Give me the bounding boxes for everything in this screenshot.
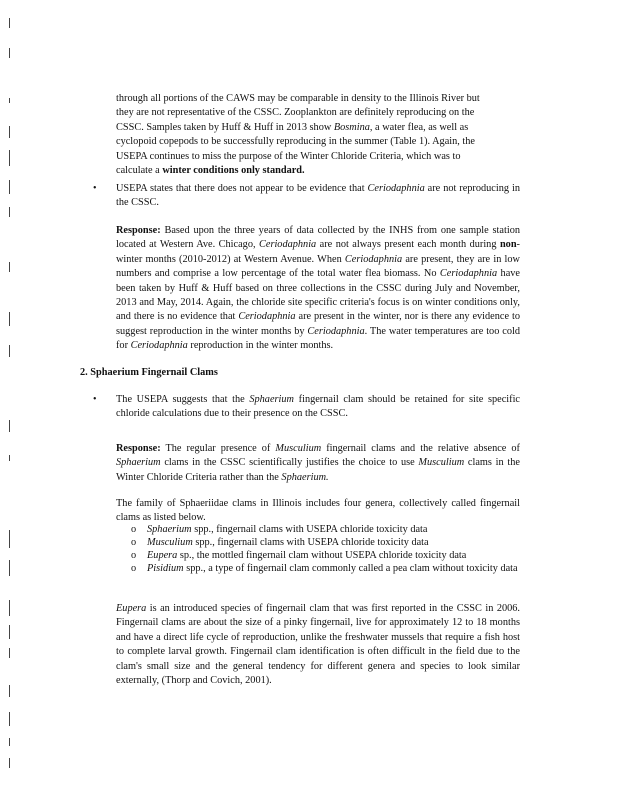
list-item: Pisidium spp., a type of fingernail clam commonly called a pea clam without toxicity data <box>147 563 518 574</box>
list-item: Eupera sp., the mottled fingernail clam without USEPA chloride toxicity data <box>147 550 467 561</box>
intro-paragraph <box>116 92 520 178</box>
list-marker: o <box>131 524 137 535</box>
bullet-marker: • <box>93 394 97 405</box>
list-marker: o <box>131 563 137 574</box>
intro-line: CSSC. Samples taken by Huff & Huff in 2013 show Bosmina, a water flea, as well as <box>116 121 469 133</box>
list-item: Sphaerium spp., fingernail clams with USEPA chloride toxicity data <box>147 524 428 535</box>
sphaeriidae-family-intro: The family of Sphaeriidae clams in Illinois includes four genera, collectively called fingernail clams as listed below. <box>116 498 520 524</box>
bullet-usepa-sphaerium: The USEPA suggests that the Sphaerium fingernail clam should be retained for site specific chloride calculations due to their presence on the CSSC. <box>116 394 520 420</box>
response-sphaerium: Response: The regular presence of Musculium fingernail clams and the relative absence of Sphaerium clams in the CSSC scientifically justifies the choice to use Musculium clams in the Winter Chloride Criteria rather than the Sphaerium. <box>116 443 520 483</box>
intro-line: they are not representative of the CSSC. Zooplankton are definitely reproducing on the <box>116 107 475 119</box>
intro-line: through all portions of the CAWS may be comparable in density to the Illinois River but <box>116 93 480 104</box>
bullet-usepa-ceriodaphnia: USEPA states that there does not appear to be evidence that Ceriodaphnia are not reproducing in the CSSC. <box>116 183 520 209</box>
list-item: Musculium spp., fingernail clams with USEPA chloride toxicity data <box>147 537 429 548</box>
eupera-paragraph: Eupera is an introduced species of fingernail clam that was first reported in the CSSC in 2006. Fingernail clams are about the size of a pinky fingernail, live for approximately 12 to 18 months and have a direct life cycle of reproduction, unlike the freshwater mussels that require a fish host to complete larval growth. Fingernail clam identification is often difficult in the field due to the clam's small size and the general tendency for different genera and species to look similar externally, (Thorp and Covich, 2001). <box>116 603 520 687</box>
list-marker: o <box>131 550 137 561</box>
response-ceriodaphnia: Response: Based upon the three years of data collected by the INHS from one sample station located at Western Ave. Chicago, Ceriodaphnia are not always present each month during non-winter months (2010-2012) at Western Avenue. When Ceriodaphnia are present, they are in low numbers and comprise a low percentage of the total water flea biomass. No Ceriodaphnia have been taken by Huff & Huff based on three collections in the CSSC during July and November, 2013 and May, 2014. Again, the chloride site specific criteria's focus is on winter conditions only, and there is no evidence that Ceriodaphnia are present in the winter, nor is there any evidence to suggest reproduction in the winter months by Ceriodaphnia. The water temperatures are too cold for Ceriodaphnia reproduction in the winter months. <box>116 225 520 352</box>
response-label: Response: <box>116 225 161 236</box>
list-marker: o <box>131 537 137 548</box>
section-heading-sphaerium: 2. Sphaerium Fingernail Clams <box>80 367 218 378</box>
bullet-marker: • <box>93 183 97 194</box>
intro-line: USEPA continues to miss the purpose of the Winter Chloride Criteria, which was to <box>116 150 461 162</box>
intro-line: calculate a winter conditions only standard. <box>116 165 305 177</box>
intro-line: cyclopoid copepods to be successfully reproducing in the summer (Table 1). Again, the <box>116 136 476 148</box>
response-label: Response: <box>116 443 161 454</box>
